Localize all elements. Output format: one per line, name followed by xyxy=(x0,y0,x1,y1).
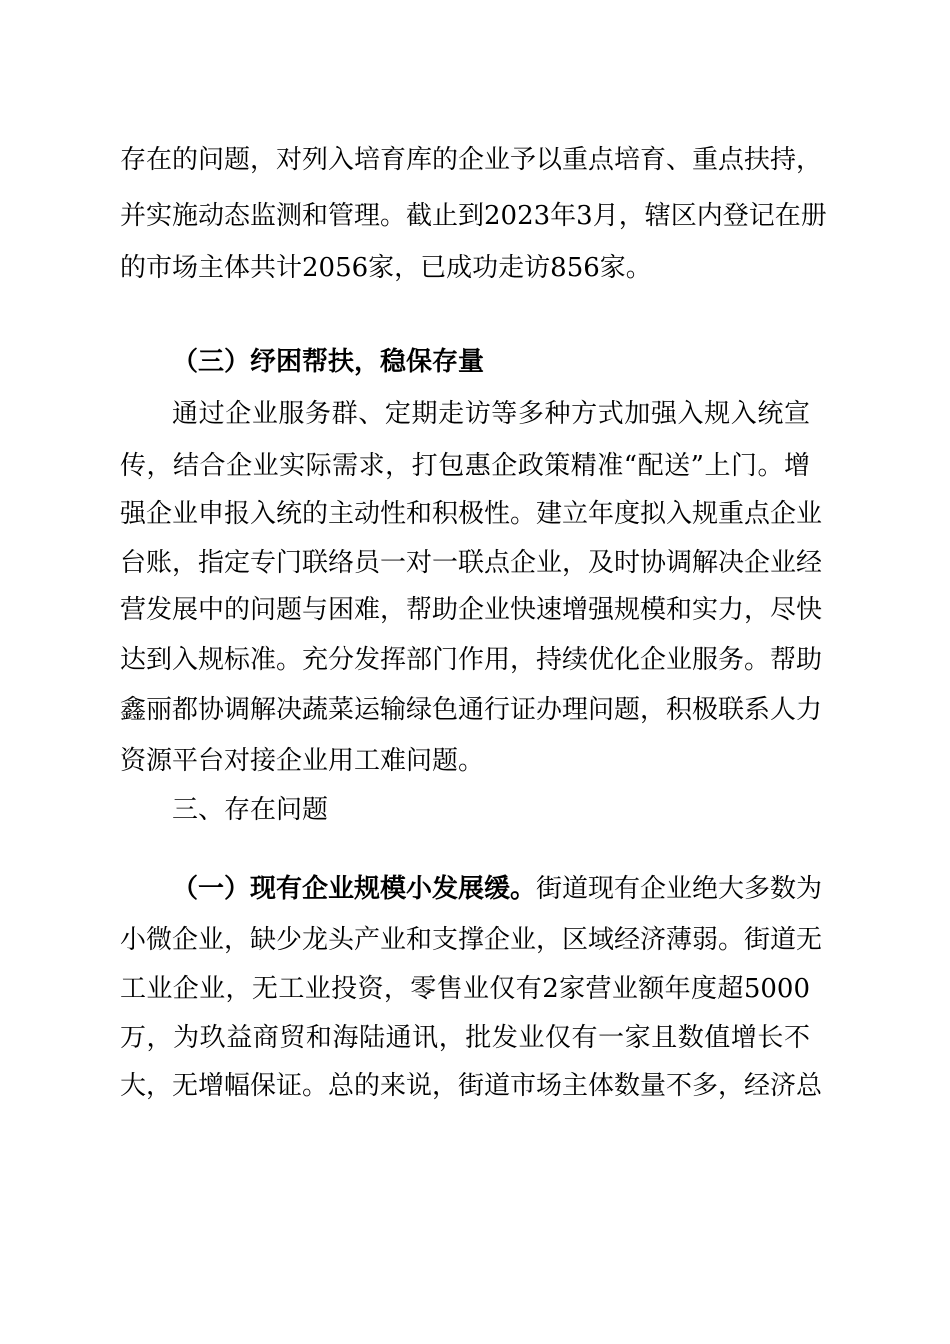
paragraph-line: 大，无增幅保证。总的来说，街道市场主体数量不多，经济总 xyxy=(120,1071,823,1101)
part-heading: 三、存在问题 xyxy=(172,795,329,825)
paragraph-line: 台账，指定专门联络员一对一联点企业，及时协调解决企业经 xyxy=(120,548,823,578)
paragraph-line: 鑫丽都协调解决蔬菜运输绿色通行证办理问题，积极联系人力 xyxy=(120,695,823,725)
problem-1-text: 街道现有企业绝大多数为 xyxy=(536,874,823,904)
paragraph-line: 达到入规标准。充分发挥部门作用，持续优化企业服务。帮助 xyxy=(120,645,823,675)
paragraph-line: 存在的问题，对列入培育库的企业予以重点培育、重点扶持， xyxy=(120,145,823,175)
paragraph-line: 资源平台对接企业用工难问题。 xyxy=(120,746,485,776)
paragraph-line: 强企业申报入统的主动性和积极性。建立年度拟入规重点企业 xyxy=(120,499,823,529)
paragraph-line: 小微企业，缺少龙头产业和支撑企业，区域经济薄弱。街道无 xyxy=(120,925,823,955)
paragraph-line: 并实施动态监测和管理。截止到2023年3月，辖区内登记在册 xyxy=(120,201,827,231)
paragraph-line: 工业企业，无工业投资，零售业仅有2家营业额年度超5000 xyxy=(120,974,810,1004)
problem-1-title: （一）现有企业规模小发展缓。 xyxy=(172,874,537,904)
section-heading-3: （三）纾困帮扶，稳保存量 xyxy=(172,347,485,377)
paragraph-line: 营发展中的问题与困难，帮助企业快速增强规模和实力，尽快 xyxy=(120,595,823,625)
paragraph-line: 通过企业服务群、定期走访等多种方式加强入规入统宣 xyxy=(172,399,810,429)
paragraph-line: 传，结合企业实际需求，打包惠企政策精准“配送”上门。增 xyxy=(120,451,810,481)
problem-1-first-line xyxy=(172,873,823,905)
paragraph-line: 万，为玖益商贸和海陆通讯，批发业仅有一家且数值增长不 xyxy=(120,1023,810,1053)
paragraph-line: 的市场主体共计2056家，已成功走访856家。 xyxy=(120,253,652,283)
